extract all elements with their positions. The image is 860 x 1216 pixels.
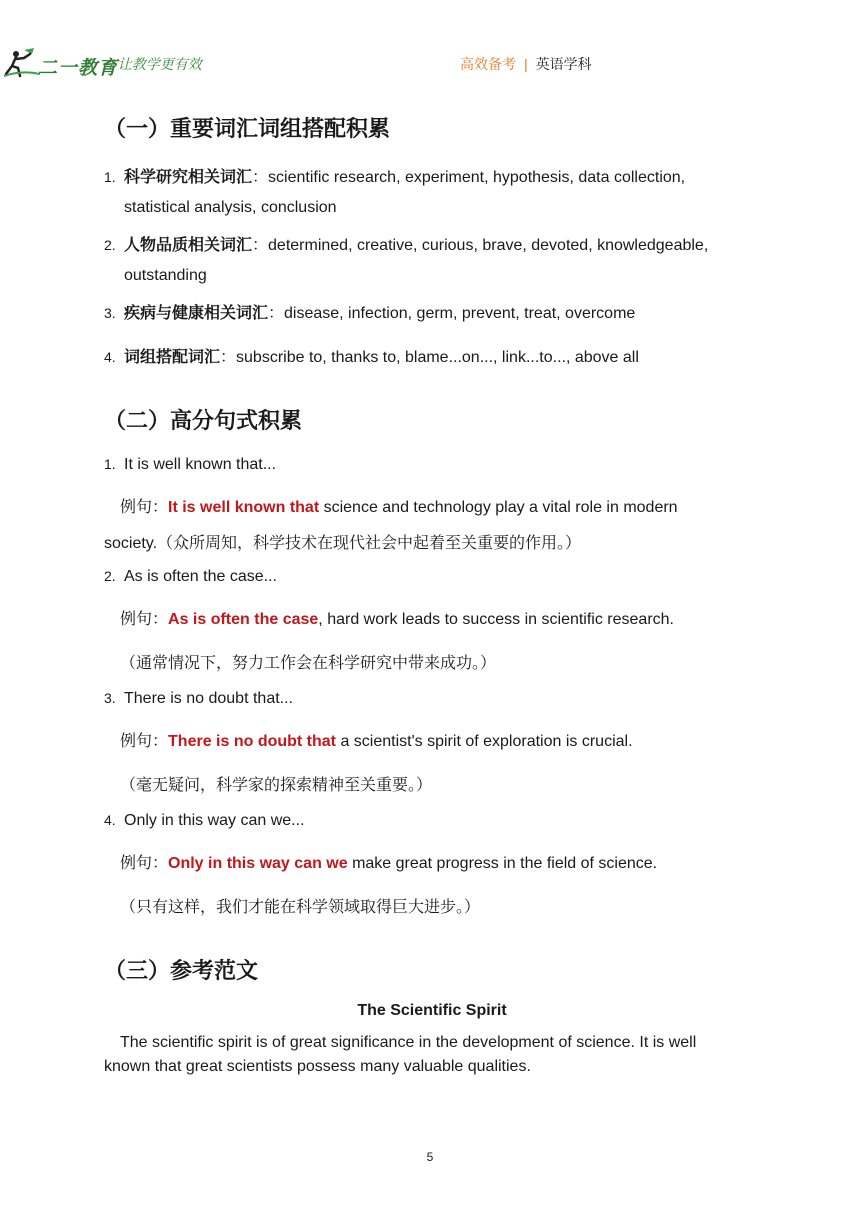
example-text: a scientist's spirit of exploration is crucial. [336,733,633,750]
item-text: ：disease, infection, germ, prevent, treat, overcome [268,305,636,322]
example-highlight: As is often the case [168,611,319,628]
brand-slogan: / 让教学更有效 [110,56,202,72]
example-highlight: There is no doubt that [168,733,337,750]
item-label: 词组搭配词汇 [124,349,221,366]
header-tag-exam: 高效备考 [460,56,516,72]
pattern-line [104,456,276,474]
item-text: ：determined, creative, curious, brave, devoted, knowledgeable, [252,237,709,254]
item-number: 4. [104,812,116,828]
example-prefix: 例句： [120,611,169,628]
example-highlight: It is well known that [168,499,320,516]
pattern-line [104,690,293,708]
brand-name: 二一教育 [38,58,119,79]
list-item [104,230,784,291]
sentence-pattern: Only in this way can we... [124,812,305,829]
item-label: 科学研究相关词汇 [124,169,253,186]
item-number: 3. [104,305,116,321]
example-highlight: Only in this way can we [168,855,348,872]
item-number: 3. [104,690,116,706]
page-number: 5 [426,1150,434,1164]
example-text: science and technology play a vital role in modern [319,499,678,516]
sentence-pattern: There is no doubt that... [124,690,293,707]
example-line [120,494,678,517]
example-line [120,728,633,751]
item-number: 1. [104,456,116,472]
sentence-pattern: As is often the case... [124,568,277,585]
sentence-pattern: It is well known that... [124,456,277,473]
item-label: 疾病与健康相关词汇 [124,305,269,322]
list-item [104,342,784,373]
runner-logo-icon [4,44,40,80]
example-text: , hard work leads to success in scientific research. [318,611,674,628]
example-translation: society.（众所周知，科学技术在现代社会中起着至关重要的作用。） [104,535,582,552]
section2-title: （二）高分句式积累 [104,408,303,433]
example-prefix: 例句： [120,499,169,516]
item-number: 1. [104,169,116,185]
essay-paragraph-line: The scientific spirit is of great significance in the development of science. It is well [120,1034,697,1051]
example-text: make great progress in the field of science. [347,855,658,872]
header-separator: | [524,56,528,72]
item-number: 2. [104,237,116,253]
example-line [120,850,657,873]
example-translation: （只有这样，我们才能在科学领域取得巨大进步。） [120,899,481,916]
example-translation: （毫无疑问，科学家的探索精神至关重要。） [120,777,433,794]
page-header [0,0,860,90]
essay-paragraph-line: known that great scientists possess many valuable qualities. [104,1058,531,1075]
pattern-line [104,568,277,586]
item-text-continued: outstanding [124,267,207,284]
header-tags [460,54,592,74]
item-number: 4. [104,349,116,365]
example-prefix: 例句： [120,733,169,750]
item-text: ：scientific research, experiment, hypothesis, data collection, [252,169,686,186]
header-tag-subject: 英语学科 [535,56,592,72]
section1-title: （一）重要词汇词组搭配积累 [104,116,391,141]
example-translation: （通常情况下，努力工作会在科学研究中带来成功。） [120,655,497,672]
item-text: ：subscribe to, thanks to, blame...on..., link...to..., above all [220,349,639,366]
pattern-line [104,812,305,830]
example-line [120,606,674,629]
example-prefix: 例句： [120,855,169,872]
list-item [104,162,784,223]
item-number: 2. [104,568,116,584]
item-label: 人物品质相关词汇 [124,237,253,254]
section3-title: （三）参考范文 [104,958,259,983]
essay-title: The Scientific Spirit [357,1002,507,1019]
list-item [104,298,784,329]
item-text-continued: statistical analysis, conclusion [124,199,337,216]
